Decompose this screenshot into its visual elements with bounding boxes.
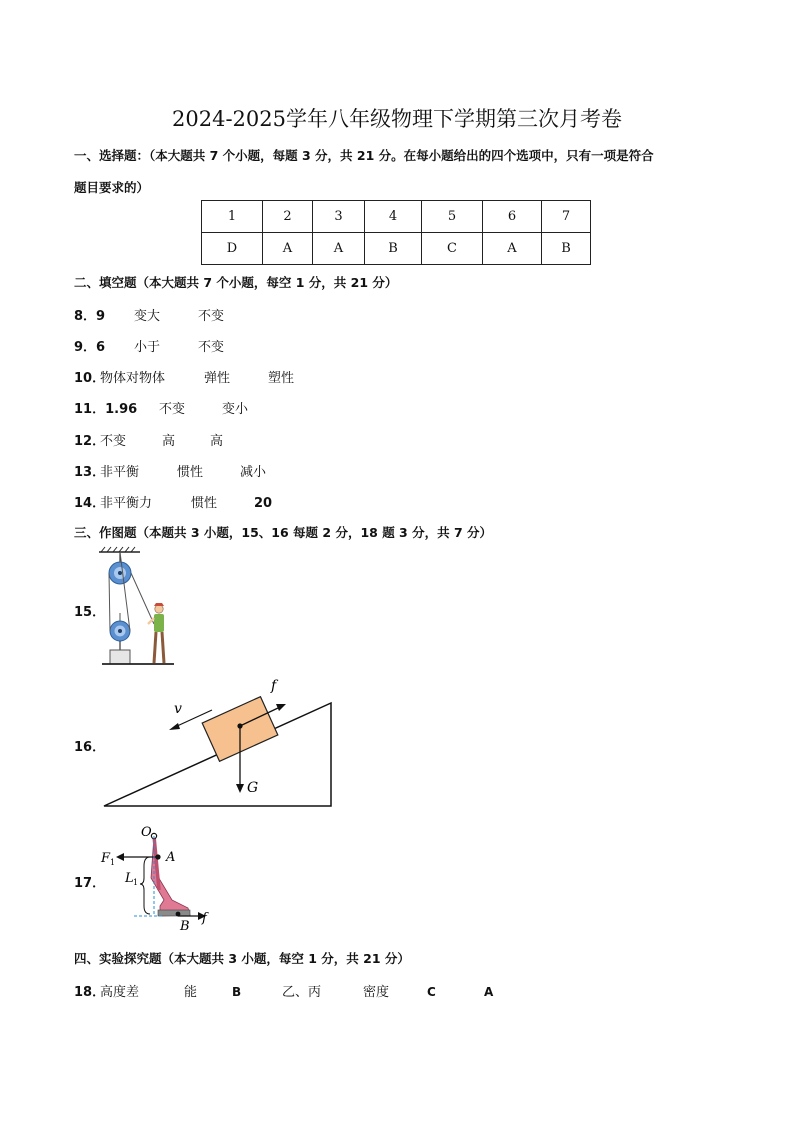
answer-text: 惯性 bbox=[177, 465, 204, 480]
table-cell: 6 bbox=[483, 201, 542, 233]
question-15-number: 15． bbox=[74, 605, 106, 620]
answer-text: 变小 bbox=[222, 402, 249, 417]
question-number: 10． bbox=[74, 371, 106, 386]
answer-text: 惯性 bbox=[191, 496, 218, 511]
pulley-figure bbox=[96, 546, 186, 670]
table-row-numbers bbox=[202, 201, 591, 233]
table-cell: 3 bbox=[313, 201, 365, 233]
question-17-number: 17． bbox=[74, 876, 106, 891]
gravity-label: G bbox=[247, 780, 259, 796]
answer-text: 非平衡力 bbox=[100, 496, 153, 511]
table-cell: A bbox=[483, 233, 542, 265]
question-number: 8．9 bbox=[74, 309, 106, 324]
answer-table bbox=[201, 200, 591, 265]
arm-l1-label: L bbox=[125, 871, 134, 886]
answer-line-8 bbox=[74, 305, 224, 324]
answer-text: 非平衡 bbox=[100, 465, 140, 480]
table-cell: 7 bbox=[542, 201, 591, 233]
pivot-o-label: O bbox=[141, 825, 152, 840]
answer-line-11 bbox=[74, 398, 248, 417]
answer-text: 乙、丙 bbox=[282, 985, 322, 1000]
table-row-answers bbox=[202, 233, 591, 265]
answer-text: A bbox=[484, 985, 494, 999]
answer-text: 小于 bbox=[134, 340, 161, 355]
section1-heading: 一、选择题：（本大题共 7 个小题，每题 3 分，共 21 分。在每小题给出的四个选项中，只有一项是符合 bbox=[74, 148, 654, 163]
point-a-label: A bbox=[166, 850, 176, 865]
answer-text: 密度 bbox=[363, 985, 390, 1000]
question-number: 12． bbox=[74, 434, 106, 449]
question-number: 14． bbox=[74, 496, 106, 511]
friction-label: f bbox=[271, 678, 277, 694]
answer-line-10 bbox=[74, 367, 294, 386]
answer-line-12 bbox=[74, 430, 223, 449]
answer-text: 不变 bbox=[159, 402, 186, 417]
table-cell: 4 bbox=[365, 201, 422, 233]
table-cell: C bbox=[422, 233, 483, 265]
answer-line-18 bbox=[74, 981, 493, 1000]
section1-heading-cont: 题目要求的） bbox=[74, 180, 150, 195]
force-f1-label: F bbox=[101, 851, 111, 866]
answer-text: 20 bbox=[254, 496, 273, 511]
arm-l1-subscript: 1 bbox=[133, 878, 139, 887]
answer-text: B bbox=[232, 985, 242, 999]
answer-text: 高 bbox=[162, 434, 176, 449]
answer-text: 塑性 bbox=[268, 371, 295, 386]
section4-heading: 四、实验探究题（本大题共 3 小题，每空 1 分，共 21 分） bbox=[74, 951, 410, 966]
answer-text: 不变 bbox=[100, 434, 127, 449]
answer-text: 高度差 bbox=[100, 985, 140, 1000]
table-cell: 1 bbox=[202, 201, 263, 233]
point-b-label: B bbox=[180, 919, 190, 934]
question-number: 9．6 bbox=[74, 340, 106, 355]
friction-f-label: f bbox=[202, 911, 207, 926]
table-cell: A bbox=[313, 233, 365, 265]
question-16-number: 16． bbox=[74, 740, 106, 755]
question-number: 13． bbox=[74, 465, 106, 480]
answer-text: 不变 bbox=[198, 340, 225, 355]
section3-heading: 三、作图题（本题共 3 小题，15、16 每题 2 分，18 题 3 分，共 7 分） bbox=[74, 525, 492, 540]
answer-line-13 bbox=[74, 461, 266, 480]
answer-text: 减小 bbox=[240, 465, 267, 480]
question-number: 11．1.96 bbox=[74, 402, 138, 417]
table-cell: B bbox=[542, 233, 591, 265]
section2-heading: 二、填空题（本大题共 7 个小题，每空 1 分，共 21 分） bbox=[74, 275, 398, 290]
answer-text: 物体对物体 bbox=[100, 371, 166, 386]
table-cell: B bbox=[365, 233, 422, 265]
answer-line-9 bbox=[74, 336, 224, 355]
answer-text: 能 bbox=[184, 985, 198, 1000]
broom-lever-figure bbox=[96, 820, 218, 936]
answer-text: C bbox=[427, 985, 436, 999]
table-cell: 5 bbox=[422, 201, 483, 233]
answer-text: 高 bbox=[210, 434, 224, 449]
answer-text: 变大 bbox=[134, 309, 161, 324]
incline-figure bbox=[100, 672, 336, 810]
answer-line-14 bbox=[74, 492, 272, 511]
answer-text: 弹性 bbox=[204, 371, 231, 386]
table-cell: 2 bbox=[263, 201, 313, 233]
table-cell: A bbox=[263, 233, 313, 265]
velocity-label: v bbox=[174, 701, 182, 717]
force-f1-subscript: 1 bbox=[110, 858, 116, 867]
page-title: 2024-2025学年八年级物理下学期第三次月考卷 bbox=[172, 107, 622, 131]
question-number: 18． bbox=[74, 985, 106, 1000]
answer-text: 不变 bbox=[198, 309, 225, 324]
table-cell: D bbox=[202, 233, 263, 265]
